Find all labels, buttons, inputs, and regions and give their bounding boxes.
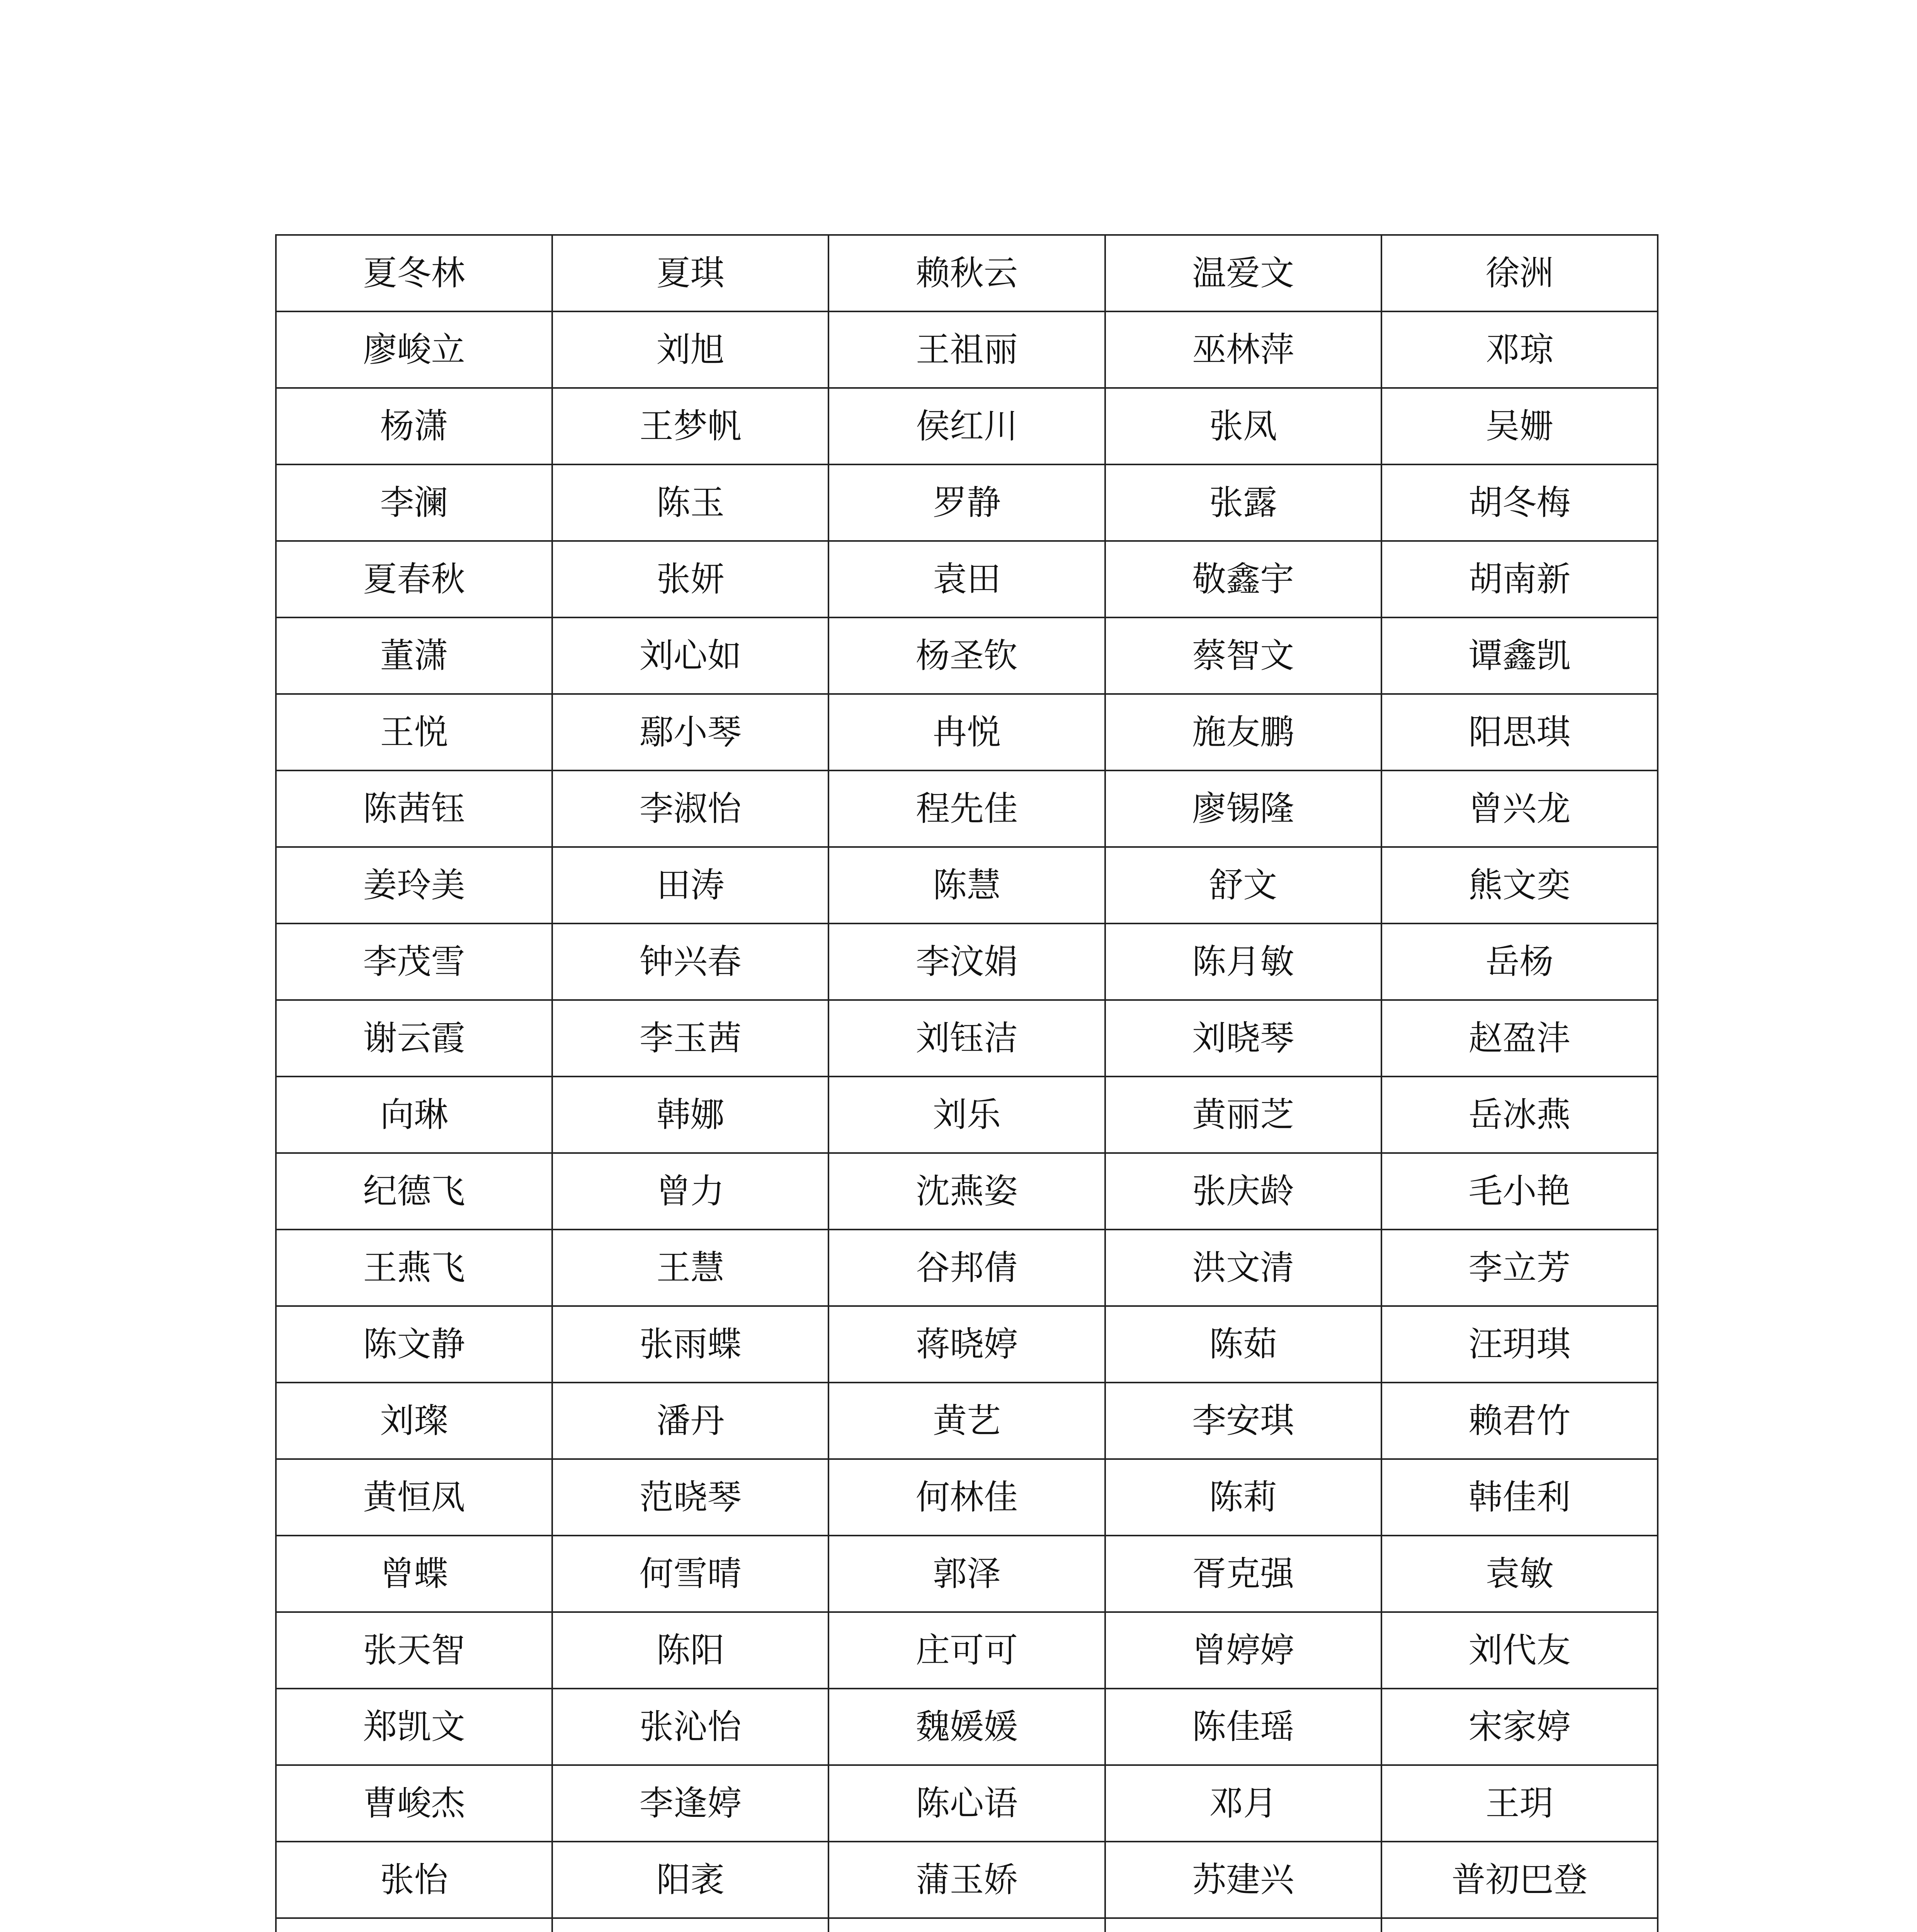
name-cell: 陈慧 — [828, 847, 1105, 923]
name-cell: 夏春秋 — [276, 541, 552, 617]
table-row — [276, 1306, 1658, 1383]
name-cell: 黄艺 — [828, 1383, 1105, 1459]
name-cell: 李立芳 — [1381, 1230, 1658, 1306]
name-cell: 韩娜 — [552, 1077, 828, 1153]
name-cell: 李玉茜 — [552, 1000, 828, 1077]
name-cell: 王祖丽 — [828, 311, 1105, 388]
name-cell: 杨潇 — [276, 388, 552, 464]
name-cell: 陈玉 — [552, 464, 828, 541]
name-cell: 陈心语 — [828, 1765, 1105, 1842]
name-cell: 郑凯文 — [276, 1689, 552, 1765]
name-cell: 王慧 — [552, 1230, 828, 1306]
name-cell: 熊文奕 — [1381, 847, 1658, 923]
name-cell: 李逢婷 — [552, 1765, 828, 1842]
name-cell: 巫林萍 — [1105, 311, 1381, 388]
name-cell: 毛小艳 — [1381, 1153, 1658, 1230]
name-cell: 袁敏 — [1381, 1536, 1658, 1612]
name-cell: 夏琪 — [552, 235, 828, 311]
name-cell: 纪德飞 — [276, 1153, 552, 1230]
name-cell: 张沁怡 — [552, 1689, 828, 1765]
name-cell: 李淑怡 — [552, 770, 828, 847]
table-row — [276, 1230, 1658, 1306]
name-cell: 刘旭 — [552, 311, 828, 388]
table-row — [276, 1918, 1658, 1932]
name-cell: 蒲玉娇 — [828, 1842, 1105, 1918]
name-cell: 陈文静 — [276, 1306, 552, 1383]
name-cell: 施友鹏 — [1105, 694, 1381, 770]
name-cell: 魏媛媛 — [828, 1689, 1105, 1765]
table-row — [276, 388, 1658, 464]
name-cell: 郭泽 — [828, 1536, 1105, 1612]
table-row — [276, 541, 1658, 617]
table-row — [276, 1153, 1658, 1230]
name-cell: 向琳 — [276, 1077, 552, 1153]
name-cell — [276, 1918, 552, 1932]
name-cell: 曾兴龙 — [1381, 770, 1658, 847]
name-cell: 刘钰洁 — [828, 1000, 1105, 1077]
name-cell: 张凤 — [1105, 388, 1381, 464]
name-cell: 罗静 — [828, 464, 1105, 541]
table-row — [276, 464, 1658, 541]
name-cell: 敬鑫宇 — [1105, 541, 1381, 617]
name-cell: 赖秋云 — [828, 235, 1105, 311]
table-row — [276, 1765, 1658, 1842]
name-cell: 姜玲美 — [276, 847, 552, 923]
name-cell: 曾力 — [552, 1153, 828, 1230]
name-cell: 洪文清 — [1105, 1230, 1381, 1306]
table-row — [276, 311, 1658, 388]
name-cell: 夏冬林 — [276, 235, 552, 311]
name-cell — [1105, 1918, 1381, 1932]
names-table — [275, 234, 1658, 1932]
name-cell: 谢云霞 — [276, 1000, 552, 1077]
name-cell: 廖锡隆 — [1105, 770, 1381, 847]
name-cell: 刘代友 — [1381, 1612, 1658, 1689]
name-cell: 赖君竹 — [1381, 1383, 1658, 1459]
name-cell: 王梦帆 — [552, 388, 828, 464]
name-cell: 钟兴春 — [552, 923, 828, 1000]
name-cell: 李茂雪 — [276, 923, 552, 1000]
name-cell — [552, 1918, 828, 1932]
name-cell: 陈茜钰 — [276, 770, 552, 847]
table-row — [276, 617, 1658, 694]
name-cell: 胡冬梅 — [1381, 464, 1658, 541]
table-row — [276, 694, 1658, 770]
table-row — [276, 1612, 1658, 1689]
table-row — [276, 1077, 1658, 1153]
name-cell: 冉悦 — [828, 694, 1105, 770]
name-cell: 刘心如 — [552, 617, 828, 694]
name-cell: 胡南新 — [1381, 541, 1658, 617]
table-row — [276, 770, 1658, 847]
table-row — [276, 1689, 1658, 1765]
name-cell: 舒文 — [1105, 847, 1381, 923]
name-cell: 何林佳 — [828, 1459, 1105, 1536]
name-cell: 黄恒凤 — [276, 1459, 552, 1536]
name-cell: 杨圣钦 — [828, 617, 1105, 694]
name-cell: 宋家婷 — [1381, 1689, 1658, 1765]
name-cell: 陈莉 — [1105, 1459, 1381, 1536]
name-cell: 潘丹 — [552, 1383, 828, 1459]
name-cell: 张露 — [1105, 464, 1381, 541]
name-cell: 邓月 — [1105, 1765, 1381, 1842]
name-cell: 陈月敏 — [1105, 923, 1381, 1000]
name-cell: 谭鑫凯 — [1381, 617, 1658, 694]
name-cell: 阳袤 — [552, 1842, 828, 1918]
table-row — [276, 1459, 1658, 1536]
name-cell — [1381, 1918, 1658, 1932]
table-row — [276, 1000, 1658, 1077]
name-cell: 鄢小琴 — [552, 694, 828, 770]
table-row — [276, 923, 1658, 1000]
name-cell: 黄丽芝 — [1105, 1077, 1381, 1153]
name-cell: 张庆龄 — [1105, 1153, 1381, 1230]
name-cell: 曹峻杰 — [276, 1765, 552, 1842]
name-cell: 赵盈沣 — [1381, 1000, 1658, 1077]
name-cell: 刘乐 — [828, 1077, 1105, 1153]
name-cell: 董潇 — [276, 617, 552, 694]
name-cell: 岳杨 — [1381, 923, 1658, 1000]
table-row — [276, 847, 1658, 923]
name-cell: 侯红川 — [828, 388, 1105, 464]
name-cell: 廖峻立 — [276, 311, 552, 388]
name-cell: 庄可可 — [828, 1612, 1105, 1689]
name-cell: 袁田 — [828, 541, 1105, 617]
name-cell: 张怡 — [276, 1842, 552, 1918]
name-cell: 汪玥琪 — [1381, 1306, 1658, 1383]
name-cell: 苏建兴 — [1105, 1842, 1381, 1918]
name-cell — [828, 1918, 1105, 1932]
table-row — [276, 1383, 1658, 1459]
name-cell: 李安琪 — [1105, 1383, 1381, 1459]
name-cell: 张雨蝶 — [552, 1306, 828, 1383]
name-cell: 温爱文 — [1105, 235, 1381, 311]
name-cell: 阳思琪 — [1381, 694, 1658, 770]
name-cell: 徐洲 — [1381, 235, 1658, 311]
name-cell: 王玥 — [1381, 1765, 1658, 1842]
name-cell: 田涛 — [552, 847, 828, 923]
table-row — [276, 1842, 1658, 1918]
name-cell: 韩佳利 — [1381, 1459, 1658, 1536]
name-cell: 谷邦倩 — [828, 1230, 1105, 1306]
name-cell: 陈佳瑶 — [1105, 1689, 1381, 1765]
name-cell: 刘晓琴 — [1105, 1000, 1381, 1077]
table-row — [276, 235, 1658, 311]
name-cell: 陈茹 — [1105, 1306, 1381, 1383]
name-cell: 范晓琴 — [552, 1459, 828, 1536]
name-cell: 陈阳 — [552, 1612, 828, 1689]
name-cell: 吴姗 — [1381, 388, 1658, 464]
names-table-body — [276, 235, 1658, 1932]
name-cell: 曾蝶 — [276, 1536, 552, 1612]
name-cell: 岳冰燕 — [1381, 1077, 1658, 1153]
name-cell: 曾婷婷 — [1105, 1612, 1381, 1689]
name-cell: 李汶娟 — [828, 923, 1105, 1000]
name-cell: 张妍 — [552, 541, 828, 617]
name-cell: 张天智 — [276, 1612, 552, 1689]
name-cell: 王悦 — [276, 694, 552, 770]
name-cell: 李澜 — [276, 464, 552, 541]
name-cell: 王燕飞 — [276, 1230, 552, 1306]
name-cell: 蔡智文 — [1105, 617, 1381, 694]
name-cell: 刘璨 — [276, 1383, 552, 1459]
name-cell: 沈燕姿 — [828, 1153, 1105, 1230]
name-cell: 普初巴登 — [1381, 1842, 1658, 1918]
name-cell: 胥克强 — [1105, 1536, 1381, 1612]
name-cell: 邓琼 — [1381, 311, 1658, 388]
name-cell: 程先佳 — [828, 770, 1105, 847]
name-cell: 何雪晴 — [552, 1536, 828, 1612]
name-cell: 蒋晓婷 — [828, 1306, 1105, 1383]
table-row — [276, 1536, 1658, 1612]
